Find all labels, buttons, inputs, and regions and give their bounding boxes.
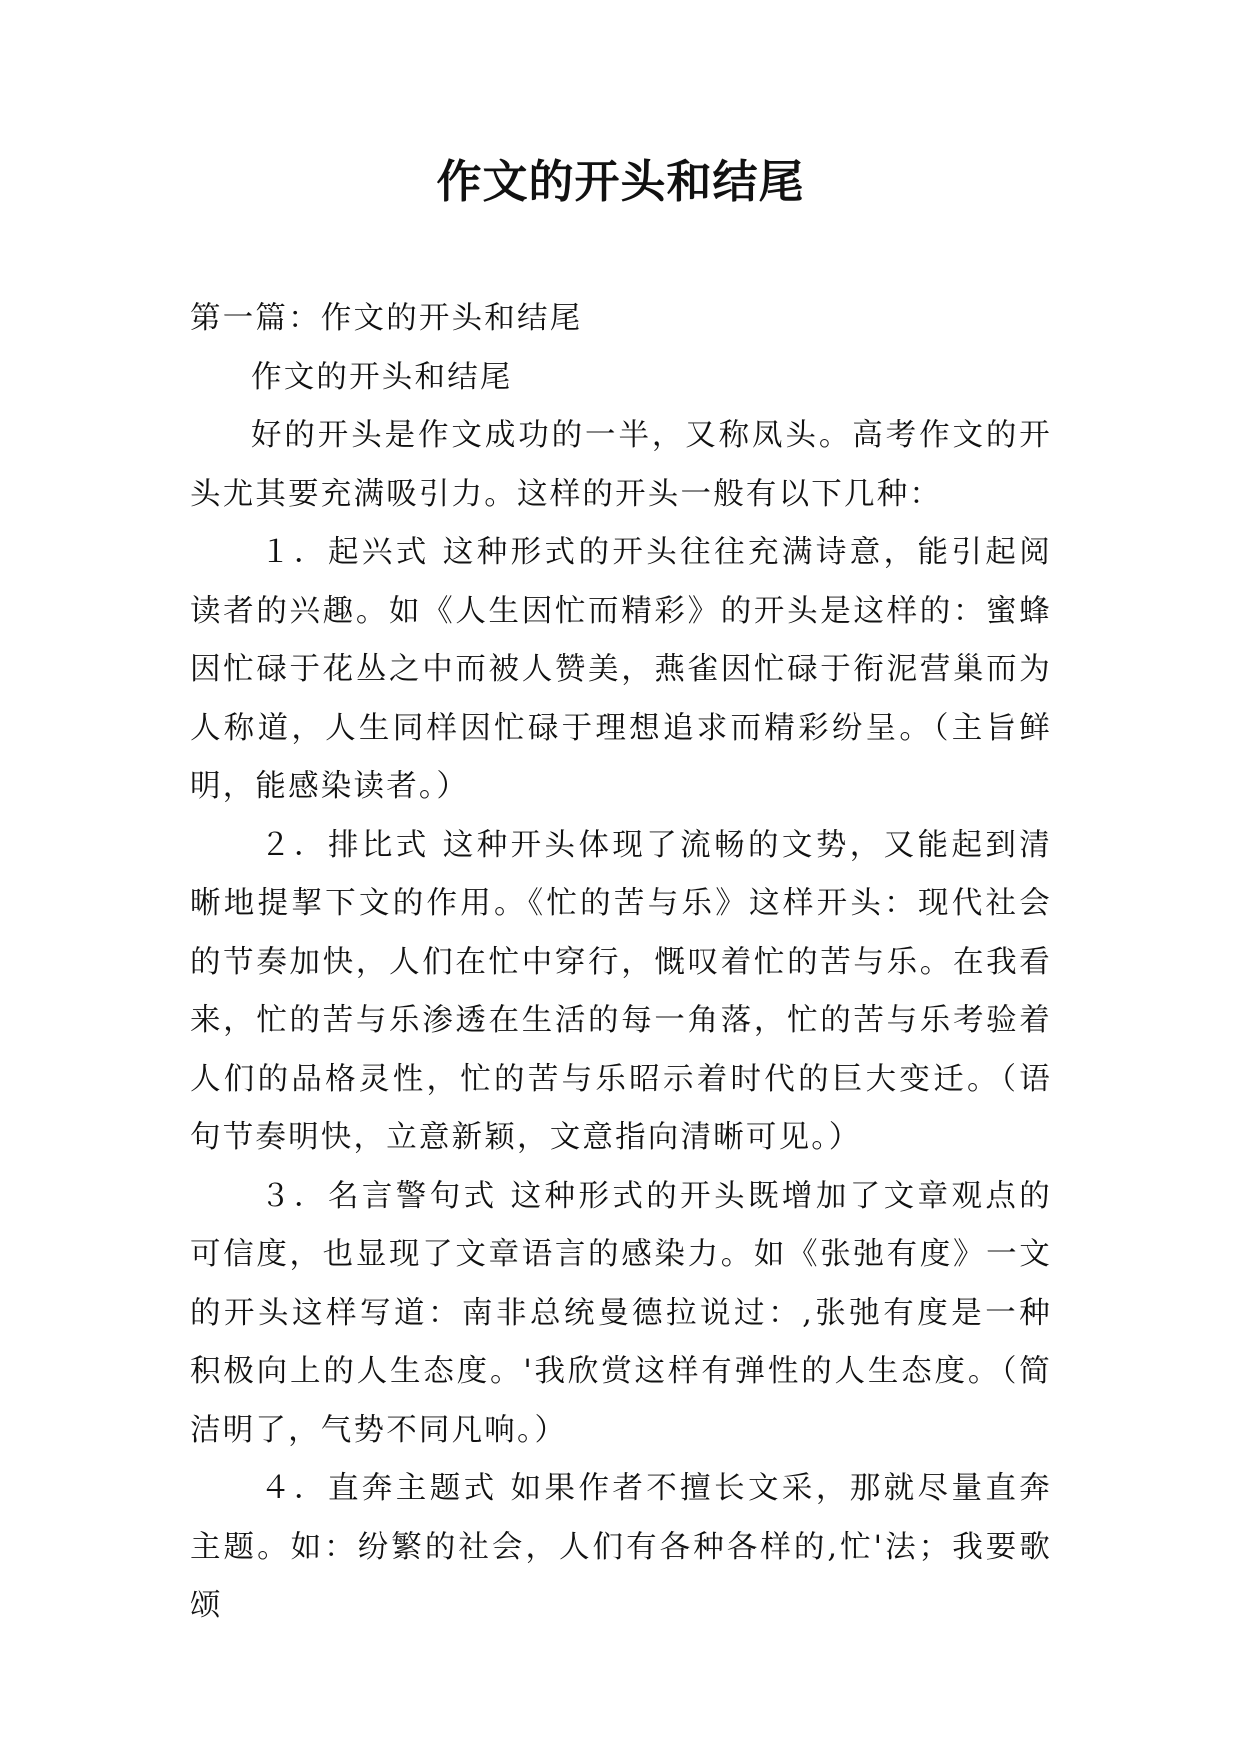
document-title: 作文的开头和结尾	[436, 155, 805, 208]
section-heading: 第一篇：作文的开头和结尾	[190, 301, 583, 336]
paragraph-item-3: ３．名言警句式 这种形式的开头既增加了文章观点的可信度，也显现了文章语言的感染力。如《张弛有度》一文的开头这样写道：南非总统曼德拉说过：,张弛有度是一种积极向上的人生态度。'我欣赏这样有弹性的人生态度。（简洁明了，气势不同凡响。）	[190, 1178, 1052, 1448]
document-body	[190, 290, 1052, 1636]
paragraph-item-4: ４．直奔主题式 如果作者不擅长文采，那就尽量直奔主题。如：纷繁的社会，人们有各种各样的,忙'法；我要歌颂	[190, 1471, 1052, 1623]
intro-paragraph: 好的开头是作文成功的一半，又称凤头。高考作文的开头尤其要充满吸引力。这样的开头一般有以下几种：	[190, 418, 1052, 512]
paragraph-item-1: １．起兴式 这种形式的开头往往充满诗意，能引起阅读者的兴趣。如《人生因忙而精彩》的开头是这样的：蜜蜂因忙碌于花丛之中而被人赞美，燕雀因忙碌于衔泥营巢而为人称道，人生同样因忙碌于理想追求而精彩纷呈。（主旨鲜明，能感染读者。）	[190, 535, 1052, 804]
paragraph-item-2: ２．排比式 这种开头体现了流畅的文势，又能起到清晰地提挈下文的作用。《忙的苦与乐》这样开头：现代社会的节奏加快，人们在忙中穿行，慨叹着忙的苦与乐。在我看来，忙的苦与乐渗透在生活的每一角落，忙的苦与乐考验着人们的品格灵性，忙的苦与乐昭示着时代的巨大变迁。（语句节奏明快，立意新颖，文意指向清晰可见。）	[190, 827, 1052, 1155]
article-title: 作文的开头和结尾	[251, 359, 513, 395]
